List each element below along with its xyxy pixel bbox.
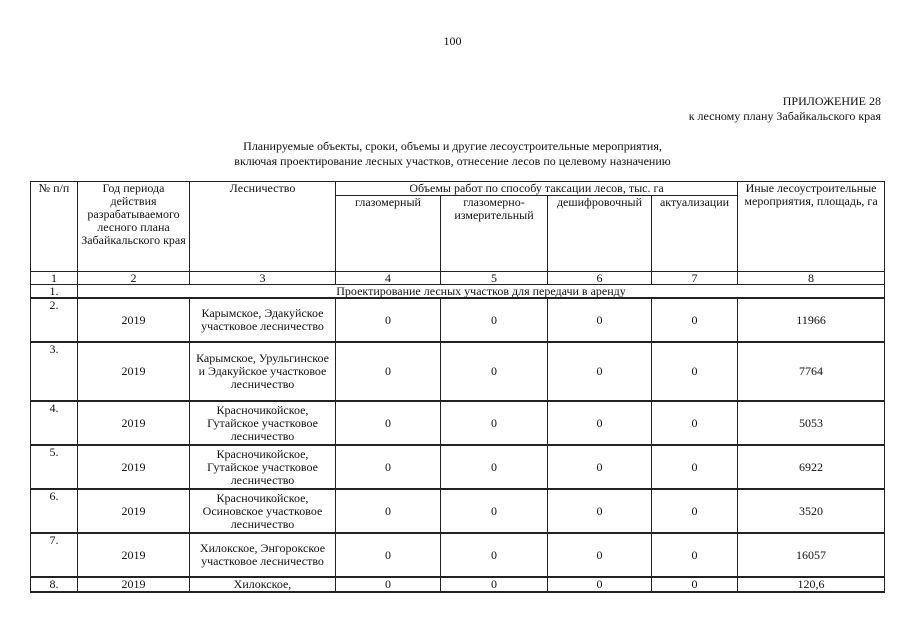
table-row [31, 401, 885, 445]
table-row [31, 445, 885, 489]
row-decipher: 0 [548, 489, 652, 533]
row-other: 7764 [738, 342, 885, 401]
header-actualization: актуализации [652, 196, 738, 272]
row-decipher: 0 [548, 401, 652, 445]
row-decipher: 0 [548, 342, 652, 401]
row-year: 2019 [78, 445, 190, 489]
row-forestry: Красночикойское, Осиновское участковое лесничество [190, 489, 336, 533]
row-other: 120,6 [738, 577, 885, 592]
row-actualization: 0 [652, 401, 738, 445]
row-num: 3. [31, 342, 78, 401]
column-number: 2 [78, 272, 190, 285]
row-eye: 0 [336, 577, 441, 592]
row-num: 5. [31, 445, 78, 489]
row-year: 2019 [78, 342, 190, 401]
row-decipher: 0 [548, 445, 652, 489]
row-actualization: 0 [652, 342, 738, 401]
row-decipher: 0 [548, 577, 652, 592]
row-other: 3520 [738, 489, 885, 533]
section-num: 1. [31, 285, 78, 299]
header-other-activities: Иные лесоустроительные мероприятия, площадь, га [738, 182, 885, 272]
header-eye: глазомерный [336, 196, 441, 272]
column-number-row [31, 272, 885, 285]
row-decipher: 0 [548, 533, 652, 577]
appendix-subtitle: к лесному плану Забайкальского края [688, 109, 881, 123]
column-number: 3 [190, 272, 336, 285]
table-row [31, 342, 885, 401]
column-number: 1 [31, 272, 78, 285]
row-eye-measure: 0 [441, 342, 548, 401]
row-forestry: Красночикойское, Гутайское участковое лесничество [190, 401, 336, 445]
column-number: 8 [738, 272, 885, 285]
row-num: 6. [31, 489, 78, 533]
row-decipher: 0 [548, 298, 652, 342]
row-num: 4. [31, 401, 78, 445]
row-eye-measure: 0 [441, 445, 548, 489]
row-eye-measure: 0 [441, 533, 548, 577]
column-number: 6 [548, 272, 652, 285]
row-forestry: Хилокское, [190, 577, 336, 592]
row-num: 2. [31, 298, 78, 342]
row-actualization: 0 [652, 298, 738, 342]
row-eye: 0 [336, 401, 441, 445]
row-eye: 0 [336, 533, 441, 577]
header-forestry: Лесничество [190, 182, 336, 272]
row-other: 11966 [738, 298, 885, 342]
row-actualization: 0 [652, 577, 738, 592]
row-forestry: Хилокское, Энгорокское участковое лесничество [190, 533, 336, 577]
row-eye-measure: 0 [441, 489, 548, 533]
row-other: 5053 [738, 401, 885, 445]
header-volumes: Объемы работ по способу таксации лесов, тыс. га [336, 182, 738, 196]
row-forestry: Красночикойское, Гутайское участковое лесничество [190, 445, 336, 489]
document-title [0, 139, 905, 169]
row-year: 2019 [78, 533, 190, 577]
header-year: Год периода действия разрабатываемого лесного плана Забайкальского края [78, 182, 190, 272]
table-row [31, 533, 885, 577]
row-year: 2019 [78, 298, 190, 342]
section-title: Проектирование лесных участков для передачи в аренду [78, 285, 885, 299]
row-forestry: Карымское, Эдакуйское участковое лесничество [190, 298, 336, 342]
row-num: 8. [31, 577, 78, 592]
table-row [31, 577, 885, 592]
column-number: 7 [652, 272, 738, 285]
page-number: 100 [443, 34, 462, 48]
row-eye: 0 [336, 342, 441, 401]
table-row [31, 298, 885, 342]
row-eye: 0 [336, 489, 441, 533]
row-forestry: Карымское, Урульгинское и Эдакуйское участковое лесничество [190, 342, 336, 401]
appendix-block [689, 94, 881, 124]
table-row [31, 489, 885, 533]
row-year: 2019 [78, 489, 190, 533]
column-number: 5 [441, 272, 548, 285]
row-actualization: 0 [652, 445, 738, 489]
row-year: 2019 [78, 577, 190, 592]
row-eye-measure: 0 [441, 577, 548, 592]
header-eye-measure: глазомерно-измерительный [441, 196, 548, 272]
row-actualization: 0 [652, 533, 738, 577]
row-actualization: 0 [652, 489, 738, 533]
document-title-line-1: Планируемые объекты, сроки, объемы и другие лесоустроительные мероприятия, [243, 139, 662, 153]
row-eye-measure: 0 [441, 298, 548, 342]
row-other: 16057 [738, 533, 885, 577]
row-year: 2019 [78, 401, 190, 445]
header-decipher: дешифровочный [548, 196, 652, 272]
row-eye: 0 [336, 298, 441, 342]
forest-works-table [30, 181, 885, 593]
section-row [31, 285, 885, 299]
row-other: 6922 [738, 445, 885, 489]
row-eye: 0 [336, 445, 441, 489]
column-number: 4 [336, 272, 441, 285]
appendix-title: ПРИЛОЖЕНИЕ 28 [782, 94, 881, 108]
document-title-line-2: включая проектирование лесных участков, отнесение лесов по целевому назначению [234, 154, 671, 168]
header-num: № п/п [31, 182, 78, 272]
row-eye-measure: 0 [441, 401, 548, 445]
row-num: 7. [31, 533, 78, 577]
